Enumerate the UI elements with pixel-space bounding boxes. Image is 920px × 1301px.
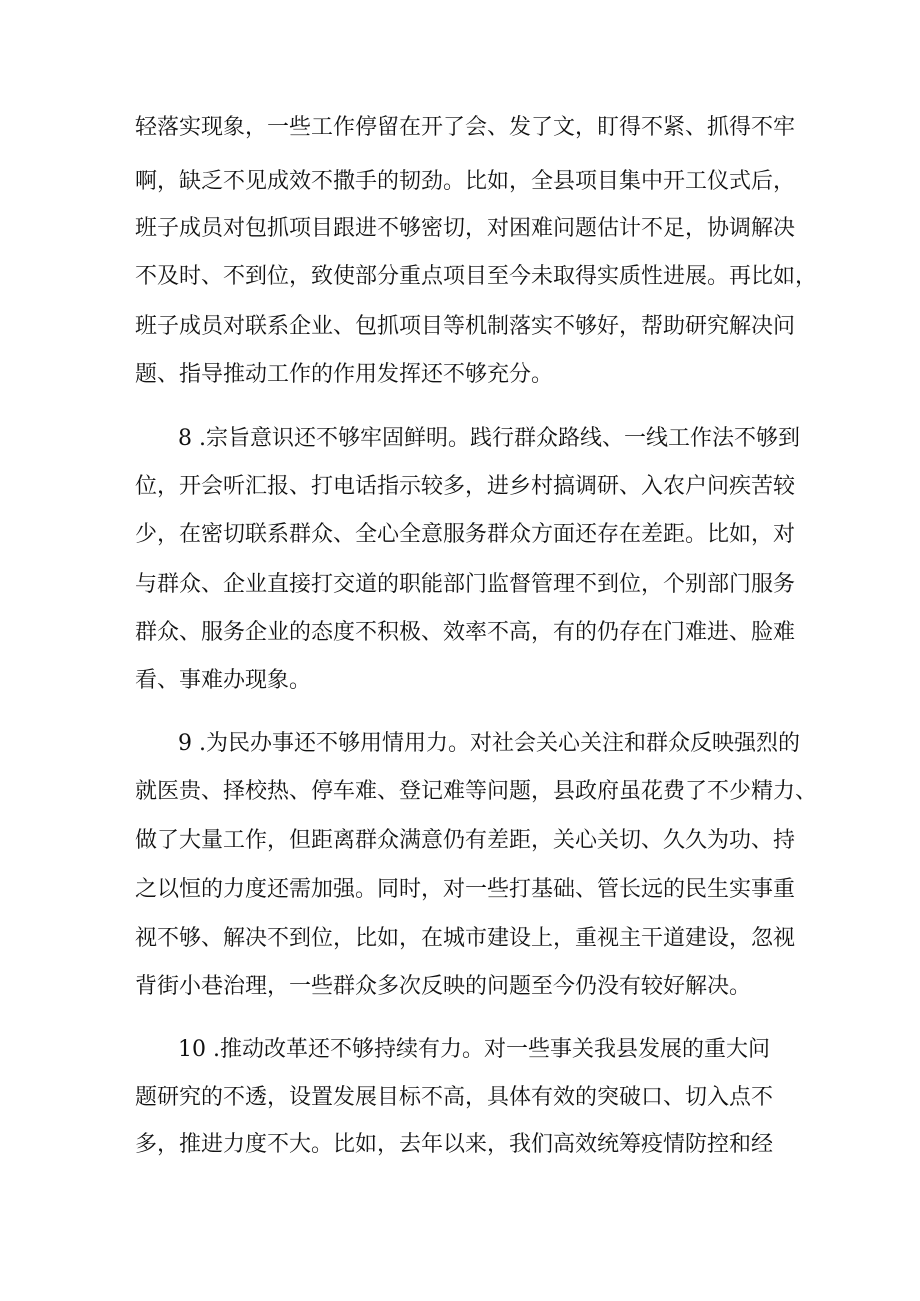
text-line: 班子成员对联系企业、包抓项目等机制落实不够好，帮助研究解决问: [135, 314, 796, 339]
text-line: 8 .宗旨意识还不够牢固鲜明。践行群众路线、一线工作法不够到: [178, 426, 800, 451]
text-line: 群众、服务企业的态度不积极、效率不高，有的仍存在门难进、脸难: [135, 620, 796, 645]
text-line: 9 .为民办事还不够用情用力。对社会关心关注和群众反映强烈的: [178, 731, 800, 756]
text-line: 背街小巷治理，一些群众多次反映的问题至今仍没有较好解决。: [135, 974, 752, 999]
text-line: 题、指导推动工作的作用发挥还不够充分。: [135, 362, 554, 387]
text-line: 不及时、不到位，致使部分重点项目至今未取得实质性进展。再比如，: [135, 264, 818, 289]
text-line: 视不够、解决不到位，比如，在城市建设上，重视主干道建设，忽视: [135, 926, 796, 951]
text-line: 少，在密切联系群众、全心全意服务群众方面还存在差距。比如，对: [135, 522, 796, 547]
text-line: 与群众、企业直接打交道的职能部门监督管理不到位，个别部门服务: [135, 572, 796, 597]
text-line: 轻落实现象，一些工作停留在开了会、发了文，盯得不紧、抓得不牢: [135, 115, 796, 140]
text-line: 做了大量工作，但距离群众满意仍有差距，关心关切、久久为功、持: [135, 828, 796, 853]
text-line: 题研究的不透，设置发展目标不高，具体有效的突破口、切入点不: [135, 1085, 774, 1110]
text-line: 之以恒的力度还需加强。同时，对一些打基础、管长远的民生实事重: [135, 877, 796, 902]
text-line: 班子成员对包抓项目跟进不够密切，对困难问题估计不足，协调解决: [135, 216, 796, 241]
text-line: 10 .推动改革还不够持续有力。对一些事关我县发展的重大问: [178, 1037, 770, 1062]
text-line: 就医贵、择校热、停车难、登记难等问题，县政府虽花费了不少精力、: [135, 779, 818, 804]
text-line: 看、事难办现象。: [135, 668, 312, 693]
text-line: 啊，缺乏不见成效不撒手的韧劲。比如，全县项目集中开工仪式后，: [135, 169, 796, 194]
text-line: 多，推进力度不大。比如，去年以来，我们高效统筹疫情防控和经: [135, 1132, 774, 1157]
text-line: 位，开会听汇报、打电话指示较多，进乡村搞调研、入农户问疾苦较: [135, 474, 796, 499]
